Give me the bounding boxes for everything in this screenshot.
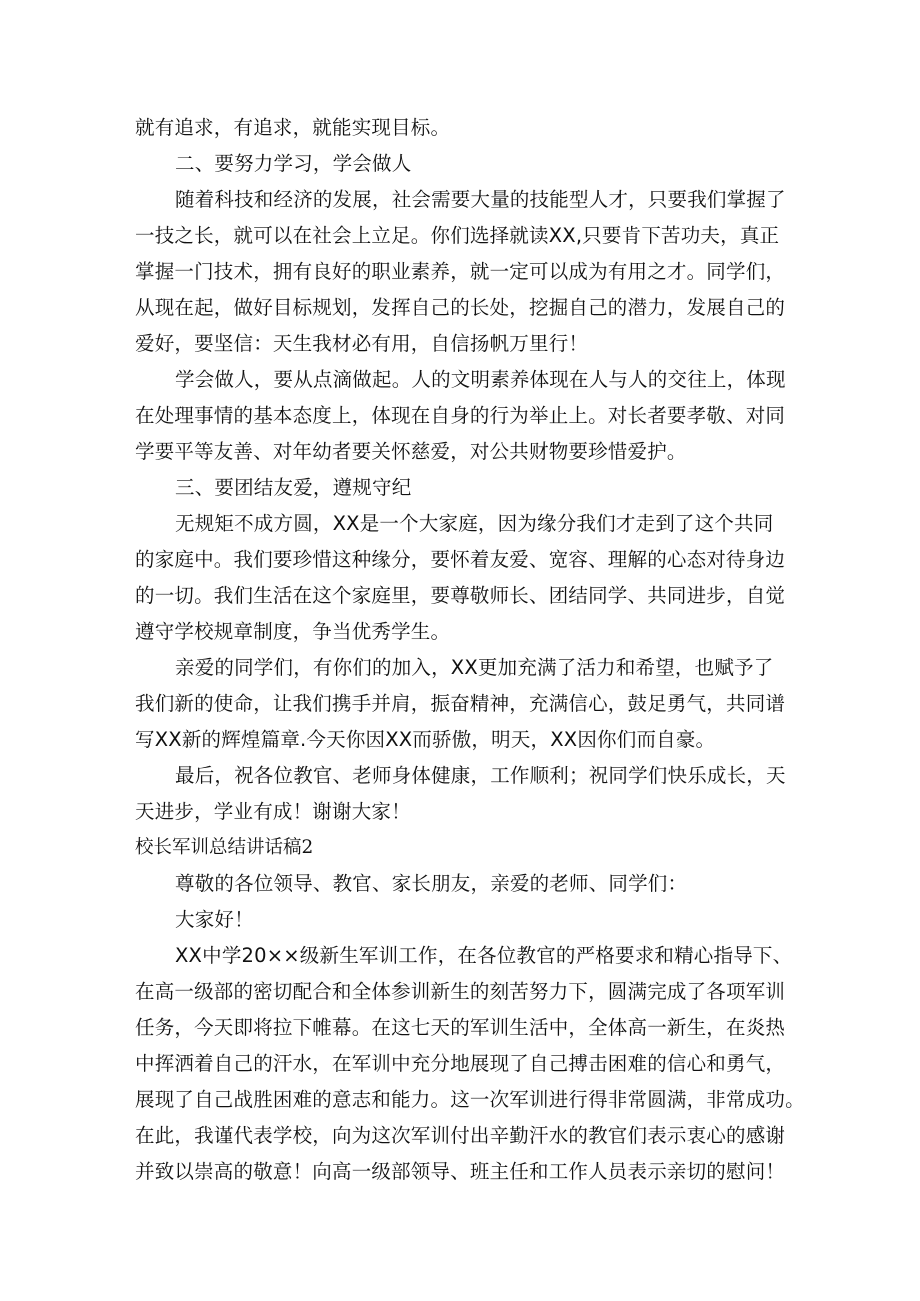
paragraph-line: 学会做人，要从点滴做起。人的文明素养体现在人与人的交往上，体现 (175, 368, 786, 391)
paragraph-line: 随着科技和经济的发展，社会需要大量的技能型人才，只要我们掌握了 (175, 188, 786, 211)
paragraph-line: 在处理事情的基本态度上，体现在自身的行为举止上。对长者要孝敬、对同 (135, 404, 786, 427)
section-heading: 三、要团结友爱，遵规守纪 (175, 476, 412, 499)
paragraph-line: 在此，我谨代表学校，向为这次军训付出辛勤汗水的教官们表示衷心的感谢 (135, 1124, 786, 1147)
section-heading: 二、要努力学习，学会做人 (175, 152, 412, 175)
paragraph-line: 亲爱的同学们，有你们的加入，XX更加充满了活力和希望，也赋予了 (175, 656, 774, 679)
paragraph-line: 任务，今天即将拉下帷幕。在这七天的军训生活中，全体高一新生，在炎热 (135, 1016, 786, 1039)
paragraph-line: 天进步，学业有成！谢谢大家！ (135, 800, 411, 823)
paragraph-line: 我们新的使命，让我们携手并肩，振奋精神，充满信心，鼓足勇气，共同谱 (135, 692, 786, 715)
paragraph-line: XX中学20××级新生军训工作，在各位教官的严格要求和精心指导下、 (175, 944, 793, 967)
paragraph-line: 中挥洒着自己的汗水，在军训中充分地展现了自己搏击困难的信心和勇气， (135, 1052, 786, 1075)
paragraph-line: 遵守学校规章制度，争当优秀学生。 (135, 620, 451, 643)
paragraph-line: 学要平等友善、对年幼者要关怀慈爱，对公共财物要珍惜爱护。 (135, 440, 687, 463)
greeting: 大家好！ (175, 908, 254, 931)
paragraph-line: 并致以崇高的敬意！向高一级部领导、班主任和工作人员表示亲切的慰问！ (135, 1160, 786, 1183)
document-title: 校长军训总结讲话稿2 (135, 837, 314, 858)
paragraph-line: 掌握一门技术，拥有良好的职业素养，就一定可以成为有用之才。同学们， (135, 260, 786, 283)
paragraph-line: 无规矩不成方圆，XX是一个大家庭，因为缘分我们才走到了这个共同 (175, 512, 774, 535)
paragraph-line: 在高一级部的密切配合和全体参训新生的刻苦努力下，圆满完成了各项军训 (135, 980, 786, 1003)
paragraph-line: 展现了自己战胜困难的意志和能力。这一次军训进行得非常圆满，非常成功。 (135, 1088, 805, 1111)
paragraph-line: 就有追求，有追求，就能实现目标。 (135, 116, 451, 139)
paragraph-line: 从现在起，做好目标规划，发挥自己的长处，挖掘自己的潜力，发展自己的 (135, 296, 786, 319)
paragraph-line: 写XX新的辉煌篇章.今天你因XX而骄傲，明天，XX因你们而自豪。 (135, 728, 716, 751)
paragraph-line: 的一切。我们生活在这个家庭里，要尊敬师长、团结同学、共同进步，自觉 (135, 584, 786, 607)
paragraph-line: 最后，祝各位教官、老师身体健康，工作顺利；祝同学们快乐成长，天 (175, 764, 786, 787)
paragraph-line: 一技之长，就可以在社会上立足。你们选择就读XX,只要肯下苦功夫，真正 (135, 224, 780, 247)
paragraph-line: 爱好，要坚信：天生我材必有用，自信扬帆万里行！ (135, 332, 589, 355)
salutation: 尊敬的各位领导、教官、家长朋友，亲爱的老师、同学们： (175, 872, 688, 895)
paragraph-line: 的家庭中。我们要珍惜这种缘分，要怀着友爱、宽容、理解的心态对待身边 (135, 548, 786, 571)
